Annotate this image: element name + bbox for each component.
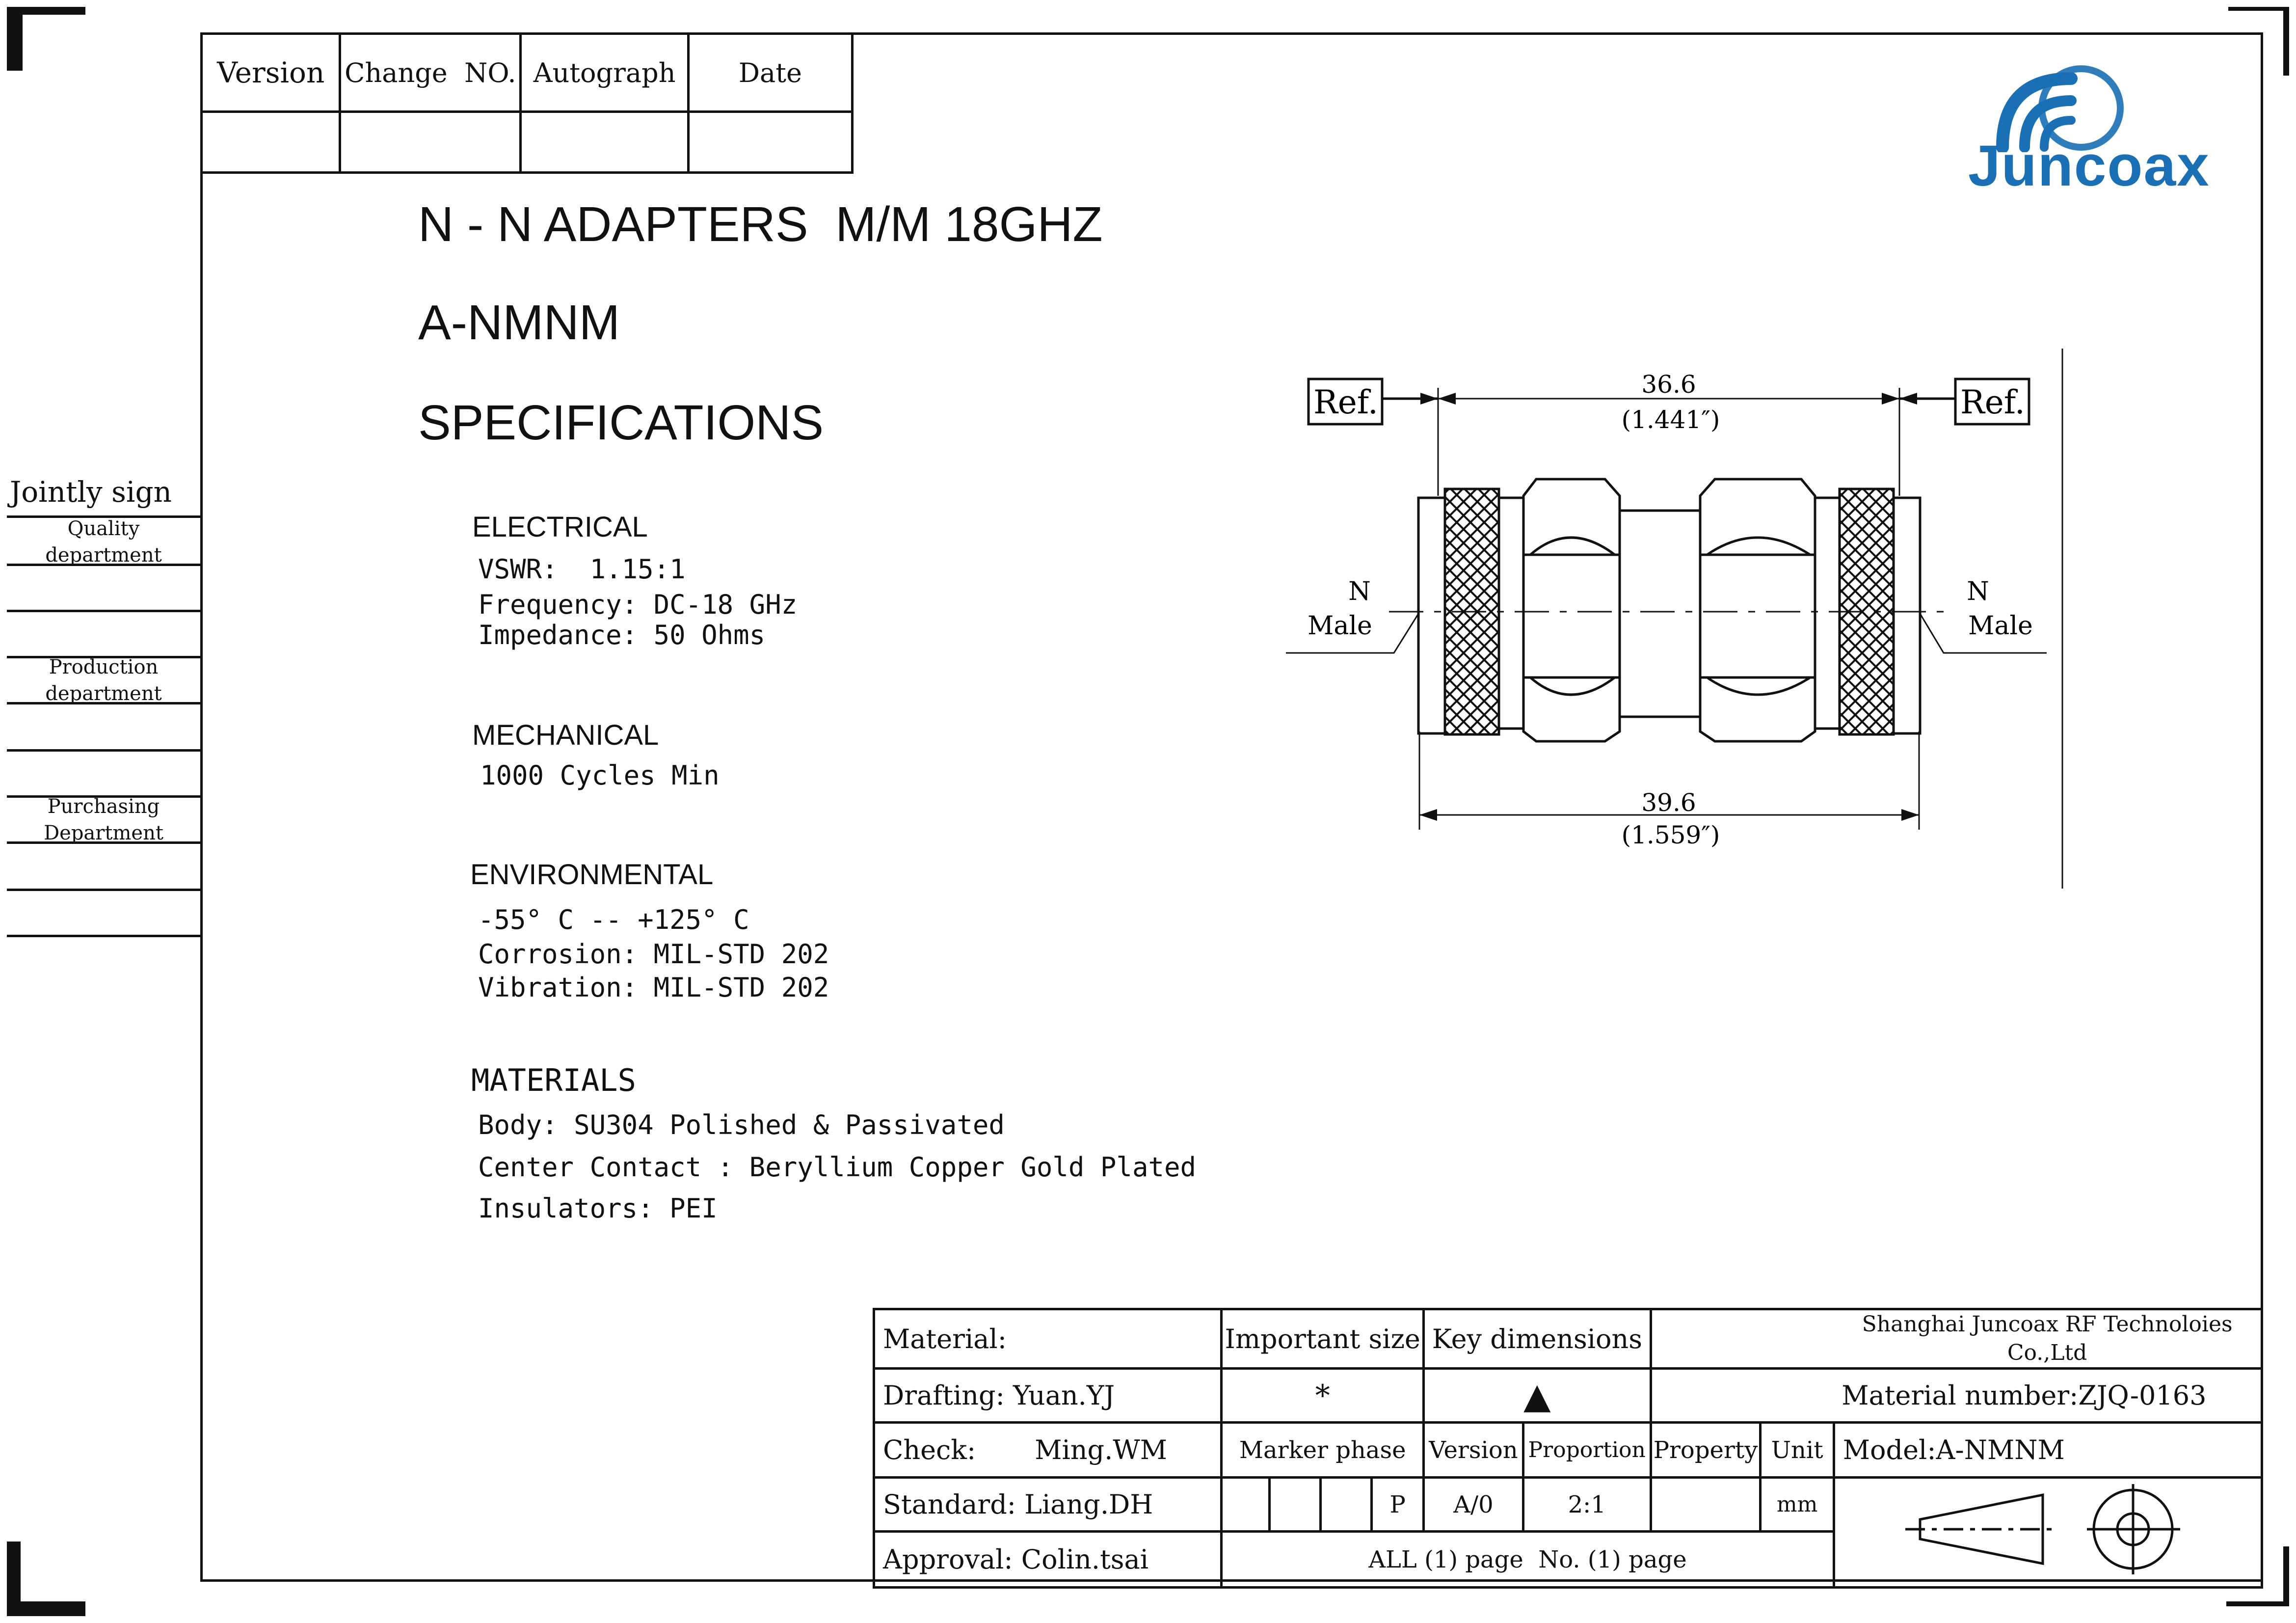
electrical-line: Frequency: DC-18 GHz [478,589,798,620]
material-number: Material number:ZJQ-0163 [1834,1369,2262,1423]
left-label-n: N [1348,577,1371,606]
projection-symbol-icon [1900,1480,2195,1578]
sidebar-divider [7,935,200,937]
company-name: Shanghai Juncoax RF Technoloies Co.,Ltd [1834,1309,2262,1369]
ref-left-label: Ref. [1313,383,1378,421]
proportion-label: Proportion [1523,1423,1651,1478]
tb-spacer [1651,1369,1834,1423]
electrical-heading: ELECTRICAL [472,511,648,543]
dim-top-in: (1.441″) [1621,406,1720,434]
phase-p: P [1372,1478,1424,1532]
important-size-mark: * [1222,1369,1424,1423]
rev-header-autograph: Autograph [521,34,688,112]
marker-phase-label: Marker phase [1222,1423,1424,1478]
title-block [873,1308,2263,1589]
rev-header-change-no: Change NO. [340,34,521,112]
adapter-drawing [1276,344,2081,893]
right-label-male: Male [1968,611,2033,641]
sidebar-divider [7,702,200,704]
mechanical-heading: MECHANICAL [472,719,659,751]
model-label: Model:A-NMNM [1834,1423,2262,1478]
material-label: Material: [874,1309,1222,1369]
rev-header-date: Date [688,34,852,112]
unit-value: mm [1761,1478,1834,1532]
logo-text: Juncoax [1968,134,2210,198]
corner-mark-top-right-h [2228,7,2289,11]
standard-label: Standard: Liang.DH [874,1478,1222,1532]
sidebar-divider [7,610,200,612]
page-count: ALL (1) page No. (1) page [1222,1532,1834,1588]
mechanical-line: 1000 Cycles Min [480,760,720,791]
corner-mark-top-right-v [2283,7,2289,76]
environmental-line: Corrosion: MIL-STD 202 [478,939,829,970]
sidebar-divider [7,749,200,752]
rev-header-version: Version [202,34,340,112]
environmental-line: Vibration: MIL-STD 202 [478,972,829,1003]
dim-top-mm: 36.6 [1641,370,1696,399]
specifications-heading: SPECIFICATIONS [418,395,824,450]
key-dimension-mark: ▲ [1424,1369,1651,1423]
important-size-label: Important size [1222,1309,1424,1369]
version-value: A/0 [1424,1478,1523,1532]
materials-line: Body: SU304 Polished & Passivated [478,1109,1005,1140]
right-label-n: N [1967,577,1989,606]
sidebar-item-purchasing: Purchasing Department [44,795,163,844]
product-model: A-NMNM [418,295,620,350]
corner-mark-bottom-right-h [2226,1601,2289,1606]
environmental-heading: ENVIRONMENTAL [470,859,714,891]
dim-bottom-in: (1.559″) [1621,821,1720,849]
check-row [874,1423,1222,1478]
version-label: Version [1424,1423,1523,1478]
materials-heading: MATERIALS [471,1062,636,1098]
unit-label: Unit [1761,1423,1834,1478]
rev-cell [521,112,688,173]
property-label: Property [1651,1423,1761,1478]
corner-mark-bottom-left-v [7,1542,21,1616]
environmental-line: -55° C -- +125° C [478,904,749,935]
electrical-line: Impedance: 50 Ohms [478,620,766,650]
drafting-label: Drafting: Yuan.YJ [874,1369,1222,1423]
electrical-line: VSWR: 1.15:1 [478,554,686,585]
ref-right-label: Ref. [1960,383,2025,421]
sidebar-item-production: Production department [45,656,162,705]
sidebar-title: Jointly sign [10,475,172,509]
phase-cell [1222,1478,1270,1532]
dim-bottom-mm: 39.6 [1641,788,1696,817]
check-label: Check: [883,1434,976,1465]
corner-mark-bottom-right-v [2283,1546,2289,1606]
property-value [1651,1478,1761,1532]
left-label-male: Male [1308,611,1372,641]
phase-cell [1270,1478,1321,1532]
sidebar-divider [7,841,200,844]
rev-cell [202,112,340,173]
materials-line: Insulators: PEI [478,1193,718,1224]
phase-cell [1321,1478,1372,1532]
product-title: N - N ADAPTERS M/M 18GHZ [418,197,1103,252]
rev-cell [340,112,521,173]
proportion-value: 2:1 [1523,1478,1651,1532]
sidebar-divider [7,889,200,891]
key-dimensions-label: Key dimensions [1424,1309,1651,1369]
approval-label: Approval: Colin.tsai [874,1532,1222,1588]
rev-cell [688,112,852,173]
corner-mark-top-left-v [7,7,23,71]
tb-spacer [1651,1309,1834,1369]
check-name: Ming.WM [1035,1434,1168,1465]
sidebar-item-quality: Quality department [45,517,162,567]
sidebar-divider [7,564,200,566]
projection-symbol-cell [1834,1478,2262,1588]
materials-line: Center Contact : Beryllium Copper Gold Plated [478,1152,1196,1183]
revision-table [200,32,854,174]
